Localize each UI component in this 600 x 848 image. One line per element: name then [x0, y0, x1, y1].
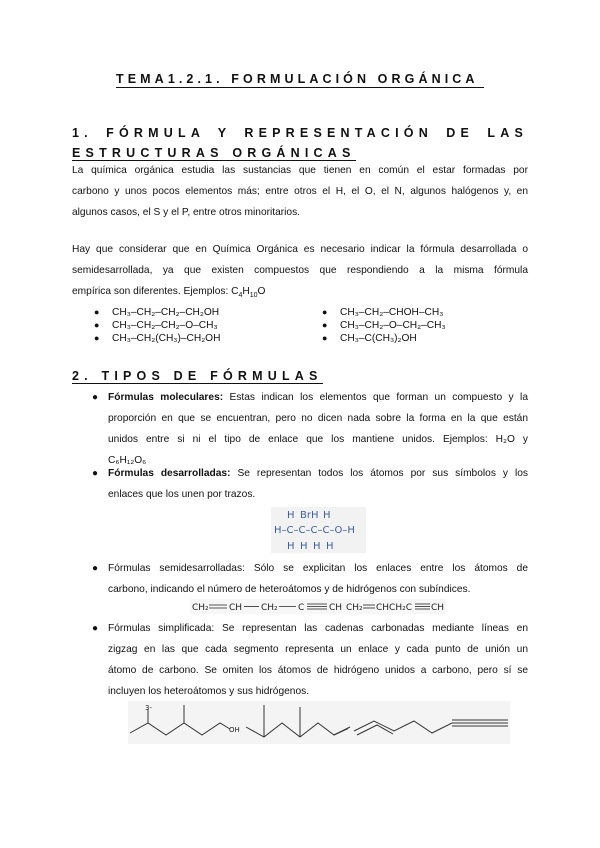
skeletal-formula-figure	[128, 701, 510, 744]
double-bond	[334, 729, 348, 736]
text: Se representan todos los átomos por sus símbolos y los	[230, 468, 528, 479]
paragraph-line: Fórmulas simplificada: Se representan las cadenas carbonadas mediante líneas en	[108, 623, 528, 634]
paragraph-line: C₆H₁₂O₆	[108, 455, 147, 466]
paragraph-line	[108, 463, 528, 484]
paragraph-line: enlaces que los unen por trazos.	[108, 489, 256, 500]
group-label: CHCH₂C	[376, 603, 412, 613]
bullet-icon: ●	[94, 320, 100, 330]
formula: CH₃–CH₂–CH₂–CH₂OH	[112, 307, 220, 318]
semideveloped-formula-figure	[190, 599, 446, 614]
term-label: Fórmulas moleculares:	[108, 392, 224, 403]
list-item	[72, 332, 220, 345]
desarrolladas-item	[92, 463, 528, 505]
group-label: CH	[329, 603, 343, 613]
examples-right-list	[300, 306, 446, 345]
group-label: C	[298, 603, 305, 613]
simplificada-item	[92, 618, 528, 702]
list-item	[300, 332, 446, 345]
list-item	[72, 319, 220, 332]
section2-heading	[72, 366, 528, 386]
atom-label: H	[326, 541, 334, 552]
paragraph-line: zigzag en las que cada segmento representa un enlace y cada punto de unión un	[108, 644, 528, 655]
bullet-icon: ●	[322, 307, 328, 317]
bullet-icon: ●	[92, 468, 99, 479]
section1-paragraph2	[72, 239, 528, 306]
atom-label: 3-	[145, 704, 152, 712]
bullet-icon: ●	[94, 333, 100, 343]
paragraph-line	[108, 387, 528, 408]
paragraph-line: proporción en que se encuentran, pero no dicen nada sobre la forma en la que están	[108, 413, 528, 424]
paragraph-line: carbono, indicando el número de heteroátomos y de hidrógenos con subíndices.	[108, 584, 471, 595]
section1-heading-line1: 1. FÓRMULA Y REPRESENTACIÓN DE LAS	[72, 126, 528, 140]
formula: CH₃–CH₂–O–CH₂–CH₃	[340, 320, 446, 331]
section1-paragraph1	[72, 160, 528, 223]
group-label: CH	[229, 603, 243, 613]
page-title: TEMA1.2.1. FORMULACIÓN ORGÁNICA	[116, 72, 484, 88]
paragraph-line: Hay que considerar que en Química Orgánica es necesario indicar la fórmula desarrollada o	[72, 244, 528, 255]
paragraph-line: unidos entre si ni el tipo de enlace que los mantiene unidos. Ejemplos: H₂O y	[108, 434, 528, 445]
list-item	[300, 306, 446, 319]
developed-formula-drawing	[271, 507, 366, 553]
atom-label: H	[300, 541, 308, 552]
paragraph-line: algunos casos, el S y el P, entre otros minoritarios.	[72, 207, 301, 218]
developed-formula-figure	[271, 507, 366, 553]
formula: CH₃–CH₂(CH₃)–CH₂OH	[112, 333, 221, 344]
examples-left-list	[72, 306, 220, 345]
atom-chain: H–C–C–C–C–O–H	[274, 525, 355, 536]
atom-label: H	[323, 510, 331, 521]
group-label: CH₂	[192, 603, 209, 613]
section1-heading-line2: ESTRUCTURAS ORGÁNICAS	[72, 146, 356, 160]
text: empírica son diferentes. Ejemplos: C	[72, 286, 239, 297]
atom-label: BrH	[300, 510, 319, 521]
bullet-icon: ●	[322, 320, 328, 330]
bullet-icon: ●	[94, 307, 100, 317]
paragraph-line: La química orgánica estudia las sustancias que tienen en común el estar formadas por	[72, 165, 528, 176]
group-label: CH₂	[346, 603, 363, 613]
paragraph-line	[72, 281, 528, 306]
bullet-icon: ●	[322, 333, 328, 343]
paragraph-line: semidesarrollada, ya que existen compuestos que respondiendo a la misma fórmula	[72, 265, 528, 276]
semideveloped-formula-drawing	[190, 599, 446, 614]
group-label: CH	[431, 603, 445, 613]
atom-label: H	[313, 541, 321, 552]
bullet-icon: ●	[92, 623, 99, 634]
zigzag-chain-3	[354, 721, 508, 733]
zigzag-chain-1	[130, 723, 230, 735]
section1-heading	[72, 123, 528, 163]
semidesarrolladas-item	[92, 558, 528, 600]
term-label: Fórmulas desarrolladas:	[108, 468, 231, 479]
formula: CH₃–CH₂–CH₂–O–CH₃	[112, 320, 218, 331]
skeletal-formula-drawing	[128, 701, 510, 744]
section2-heading-text: 2. TIPOS DE FÓRMULAS	[72, 369, 323, 383]
text: O	[257, 286, 266, 297]
text: H	[242, 286, 250, 297]
text: Estas indican los elementos que forman un compuesto y la	[223, 392, 528, 403]
list-item	[72, 306, 220, 319]
subscript: 4	[238, 292, 243, 300]
paragraph-line: átomo de carbono. Se omiten los átomos de hidrógeno unidos a carbono, pero sí se	[108, 665, 528, 676]
atom-label: H	[287, 510, 295, 521]
formula: CH₃–CH₂–CHOH–CH₃	[340, 307, 444, 318]
subscript: 10	[249, 292, 258, 300]
bullet-icon: ●	[92, 392, 99, 403]
paragraph-line: carbono y unos pocos elementos más; entre otros el H, el O, el N, algunos halógenos y, en	[72, 186, 528, 197]
formula: CH₃–C(CH₃)₂OH	[340, 333, 417, 344]
group-label: CH₂	[261, 603, 278, 613]
bullet-icon: ●	[92, 563, 99, 574]
moleculares-item	[92, 387, 528, 471]
hydroxyl-label: OH	[229, 726, 240, 734]
paragraph-line: Fórmulas semidesarrolladas: Sólo se explicitan los enlaces entre los átomos de	[108, 563, 528, 574]
atom-label: H	[287, 541, 295, 552]
paragraph-line: incluyen los heteroátomos y sus hidrógenos.	[108, 686, 310, 697]
list-item	[300, 319, 446, 332]
